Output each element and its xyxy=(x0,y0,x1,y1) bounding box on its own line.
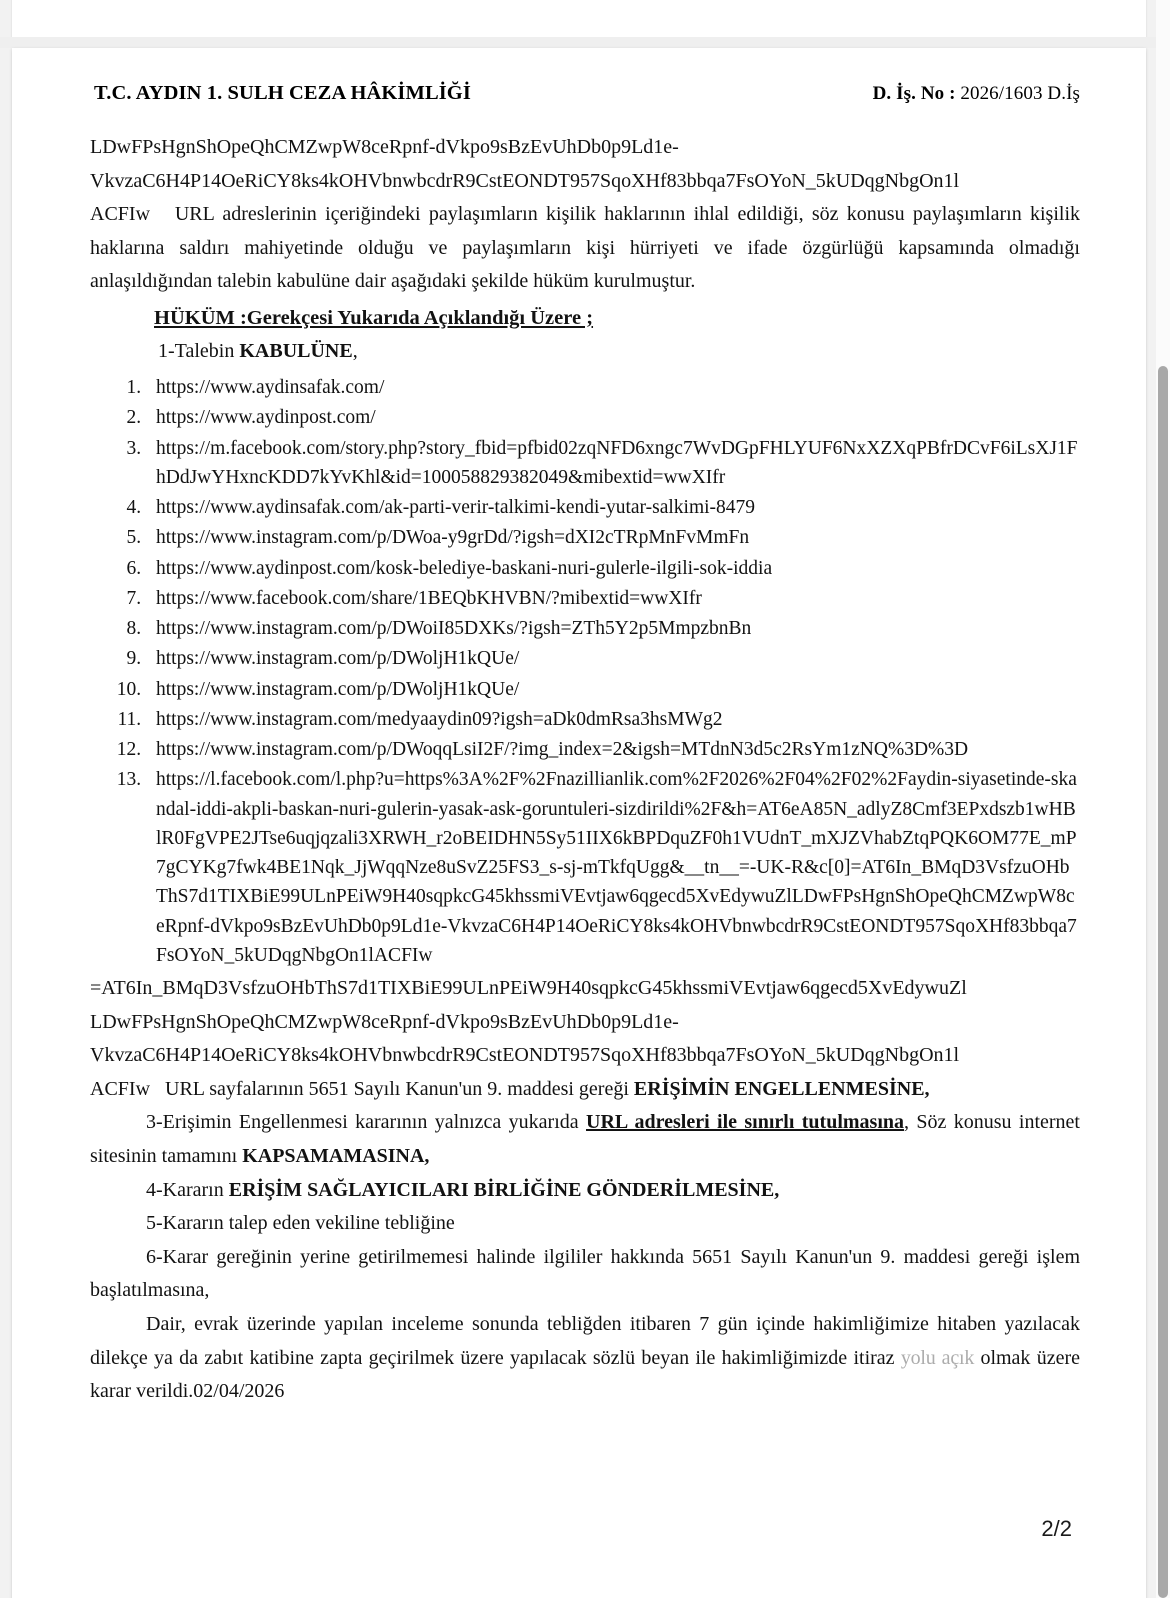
case-number-value: 2026/1603 D.İş xyxy=(960,83,1080,104)
case-number-block xyxy=(873,83,1080,105)
item2-hash-line-2 xyxy=(90,1006,1080,1040)
intro-paragraph-text: URL adreslerinin içeriğindeki paylaşımların kişilik haklarının ihlal edildiği, söz konusu paylaşımların kişilik haklarına saldırı mahiyetinde olduğu ve paylaşımların kişi hürriyeti ve ifade özgürlüğü kapsamında olmadığı anlaşıldığından talebin kabulüne dair aşağıdaki şekilde hüküm kurulmuştur. xyxy=(90,203,1081,293)
previous-page-edge xyxy=(12,0,1146,37)
closing-paragraph xyxy=(90,1308,1080,1409)
hash-token-1: LDwFPsHgnShOpeQhCMZwpW8ceRpnf-dVkpo9sBzEvUhDb0p9Ld1e- xyxy=(90,136,679,158)
hash-token-6: VkvzaC6H4P14OeRiCY8ks4kOHVbnwbcdrR9CstEONDT957SqoXHf83bbqa7FsOYoN_5kUDqgNbgOn1l xyxy=(90,1044,960,1067)
document-page xyxy=(12,48,1146,1598)
list-item: 6. https://www.aydinpost.com/kosk-belediye-baskani-nuri-gulerle-ilgili-sok-iddia xyxy=(146,554,1080,583)
ruling-item-6 xyxy=(90,1241,1080,1308)
list-item: 12. https://www.instagram.com/p/DWoqqLsiI2F/?img_index=2&igsh=MTdnN3d5c2RsYm1zNQ%3D%3D xyxy=(146,735,1080,764)
hash-token-7: ACFIw xyxy=(90,1077,151,1100)
vertical-scrollbar-track[interactable] xyxy=(1156,0,1170,1598)
court-title: T.C. AYDIN 1. SULH CEZA HÂKİMLİĞİ xyxy=(94,82,471,104)
item2-text: URL sayfalarının 5651 Sayılı Kanun'un 9. maddesi gereği xyxy=(165,1077,634,1100)
list-item: 7. https://www.facebook.com/share/1BEQbKHVBN/?mibextid=wwXIfr xyxy=(146,584,1080,613)
intro-block xyxy=(90,131,1080,1409)
list-item: 13. https://l.facebook.com/l.php?u=https%3A%2F%2Fnazillianlik.com%2F2026%2F04%2F02%2Faydin-siyasetinde-skandal-iddi-akpli-baskan-nuri-gulerin-yasak-ask-goruntuleri-sizdirildi%2F&h=AT6eA85N_adlyZ8Cmf3EPxdszb1wHBlR0FgVPE2JTse6uqjqzali3XRWH_r2oBEIDHN5Sy51IIX6kBPDquZF0h1VUdnT_mXJZVhabZtqPQK6OM77E_mP7gCYKg7fwk4BE1Nqk_JjWqqNze8uSvZ25FS3_s-sj-mTkfqUgg&__tn__=-UK-R&c[0]=AT6In_BMqD3VsfzuOHbThS7d1TIXBiE99ULnPEiW9H40sqpkcG45khssmiVEvtjaw6qgecd5XvEdywuZlLDwFPsHgnShOpeQhCMZwpW8ceRpnf-dVkpo9sBzEvUhDb0p9Ld1e-VkvzaC6H4P14OeRiCY8ks4kOHVbnwbcdrR9CstEONDT957SqoXHf83bbqa7FsOYoN_5kUDqgNbgOn1lACFIw xyxy=(146,765,1080,970)
intro-paragraph xyxy=(90,198,1080,299)
document-header xyxy=(90,82,1080,105)
ruling-heading-underline: HÜKÜM :Gerekçesi Yukarıda Açıklandığı Üzere ; xyxy=(154,306,594,329)
ruling-item-1-bold: KABULÜNE xyxy=(239,340,353,363)
ruling-item-4 xyxy=(90,1174,1080,1208)
case-number-label: D. İş. No : xyxy=(872,83,961,104)
closing-faded-text: yolu açık xyxy=(900,1346,975,1369)
list-item: 8. https://www.instagram.com/p/DWoiI85DXKs/?igsh=ZTh5Y2p5MmpzbnBn xyxy=(146,614,1080,643)
item3-middle: , Söz konusu internet sitesinin tamamını xyxy=(90,1111,1080,1167)
hash-token-4: =AT6In_BMqD3VsfzuOHbThS7d1TIXBiE99ULnPEiW9H40sqpkcG45khssmiVEvtjaw6qgecd5XvEdywuZl xyxy=(90,977,967,999)
list-item: 3. https://m.facebook.com/story.php?story_fbid=pfbid02zqNFD6xngc7WvDGpFHLYUF6NxXZXqPBfrDCvF6iLsXJ1FhDdJwYHxncKDD7kYvKhl&id=100058829382049&mibextid=wwXIfr xyxy=(146,434,1080,493)
page-number: 2/2 xyxy=(1041,1516,1072,1541)
ruling-item-3 xyxy=(90,1106,1080,1173)
list-item: 10. https://www.instagram.com/p/DWoljH1kQUe/ xyxy=(146,675,1080,704)
item4-bold: ERİŞİM SAĞLAYICILARI BİRLİĞİNE GÖNDERİLMESİNE, xyxy=(228,1178,780,1201)
list-item: 9. https://www.instagram.com/p/DWoljH1kQUe/ xyxy=(146,644,1080,673)
ruling-item-1-prefix: 1-Talebin xyxy=(158,340,240,363)
item2-paragraph xyxy=(90,1073,1080,1107)
list-item: 11. https://www.instagram.com/medyaaydin09?igsh=aDk0dmRsa3hsMWg2 xyxy=(146,705,1080,734)
hash-token-5: LDwFPsHgnShOpeQhCMZwpW8ceRpnf-dVkpo9sBzEvUhDb0p9Ld1e- xyxy=(90,1010,679,1033)
list-item: 1. https://www.aydinsafak.com/ xyxy=(146,373,1080,402)
intro-hash-line-2 xyxy=(90,165,1080,199)
blocked-url-list xyxy=(90,373,1080,970)
ruling-item-1-suffix: , xyxy=(352,340,358,363)
item3-prefix: 3-Erişimin Engellenmesi kararının yalnızca yukarıda xyxy=(146,1111,587,1134)
ruling-item-1 xyxy=(90,335,1080,369)
ruling-heading xyxy=(90,301,1080,335)
item5-text: 5-Kararın talep eden vekiline tebliğine xyxy=(146,1212,455,1235)
item3-underlined: URL adresleri ile sınırlı tutulmasına xyxy=(586,1111,905,1134)
list-item: 2. https://www.aydinpost.com/ xyxy=(146,403,1080,432)
item2-bold: ERİŞİMİN ENGELLENMESİNE, xyxy=(633,1077,930,1100)
item6-text: 6-Karar gereğinin yerine getirilmemesi halinde ilgililer hakkında 5651 Sayılı Kanun'un 9. maddesi gereği işlem başlatılmasına, xyxy=(90,1245,1080,1302)
vertical-scrollbar-thumb[interactable] xyxy=(1158,366,1168,1598)
closing-text-b: olmak üzere karar verildi.02/04/2026 xyxy=(90,1346,1081,1403)
intro-hash-line-1 xyxy=(90,131,1080,165)
item4-prefix: 4-Kararın xyxy=(146,1178,229,1201)
item2-hash-line-1 xyxy=(90,972,1080,1006)
closing-text-a: Dair, evrak üzerinde yapılan inceleme sonunda tebliğden itibaren 7 gün içinde hakimliğimize hitaben yazılacak dilekçe ya da zabıt katibine zapta geçirilmek üzere yapılacak sözlü beyan ile hakimliğimizde itiraz xyxy=(90,1312,1080,1369)
list-item: 5. https://www.instagram.com/p/DWoa-y9grDd/?igsh=dXI2cTRpMnFvMmFn xyxy=(146,523,1080,552)
hash-token-2: VkvzaC6H4P14OeRiCY8ks4kOHVbnwbcdrR9CstEONDT957SqoXHf83bbqa7FsOYoN_5kUDqgNbgOn1l xyxy=(90,169,960,192)
item2-hash-line-3 xyxy=(90,1039,1080,1073)
page-separator xyxy=(0,37,1158,48)
ruling-item-2 xyxy=(90,972,1080,1106)
item3-bold-end: KAPSAMAMASINA, xyxy=(242,1144,430,1167)
ruling-item-5 xyxy=(90,1207,1080,1241)
list-item: 4. https://www.aydinsafak.com/ak-parti-verir-talkimi-kendi-yutar-salkimi-8479 xyxy=(146,493,1080,522)
hash-token-3: ACFIw xyxy=(90,203,151,226)
